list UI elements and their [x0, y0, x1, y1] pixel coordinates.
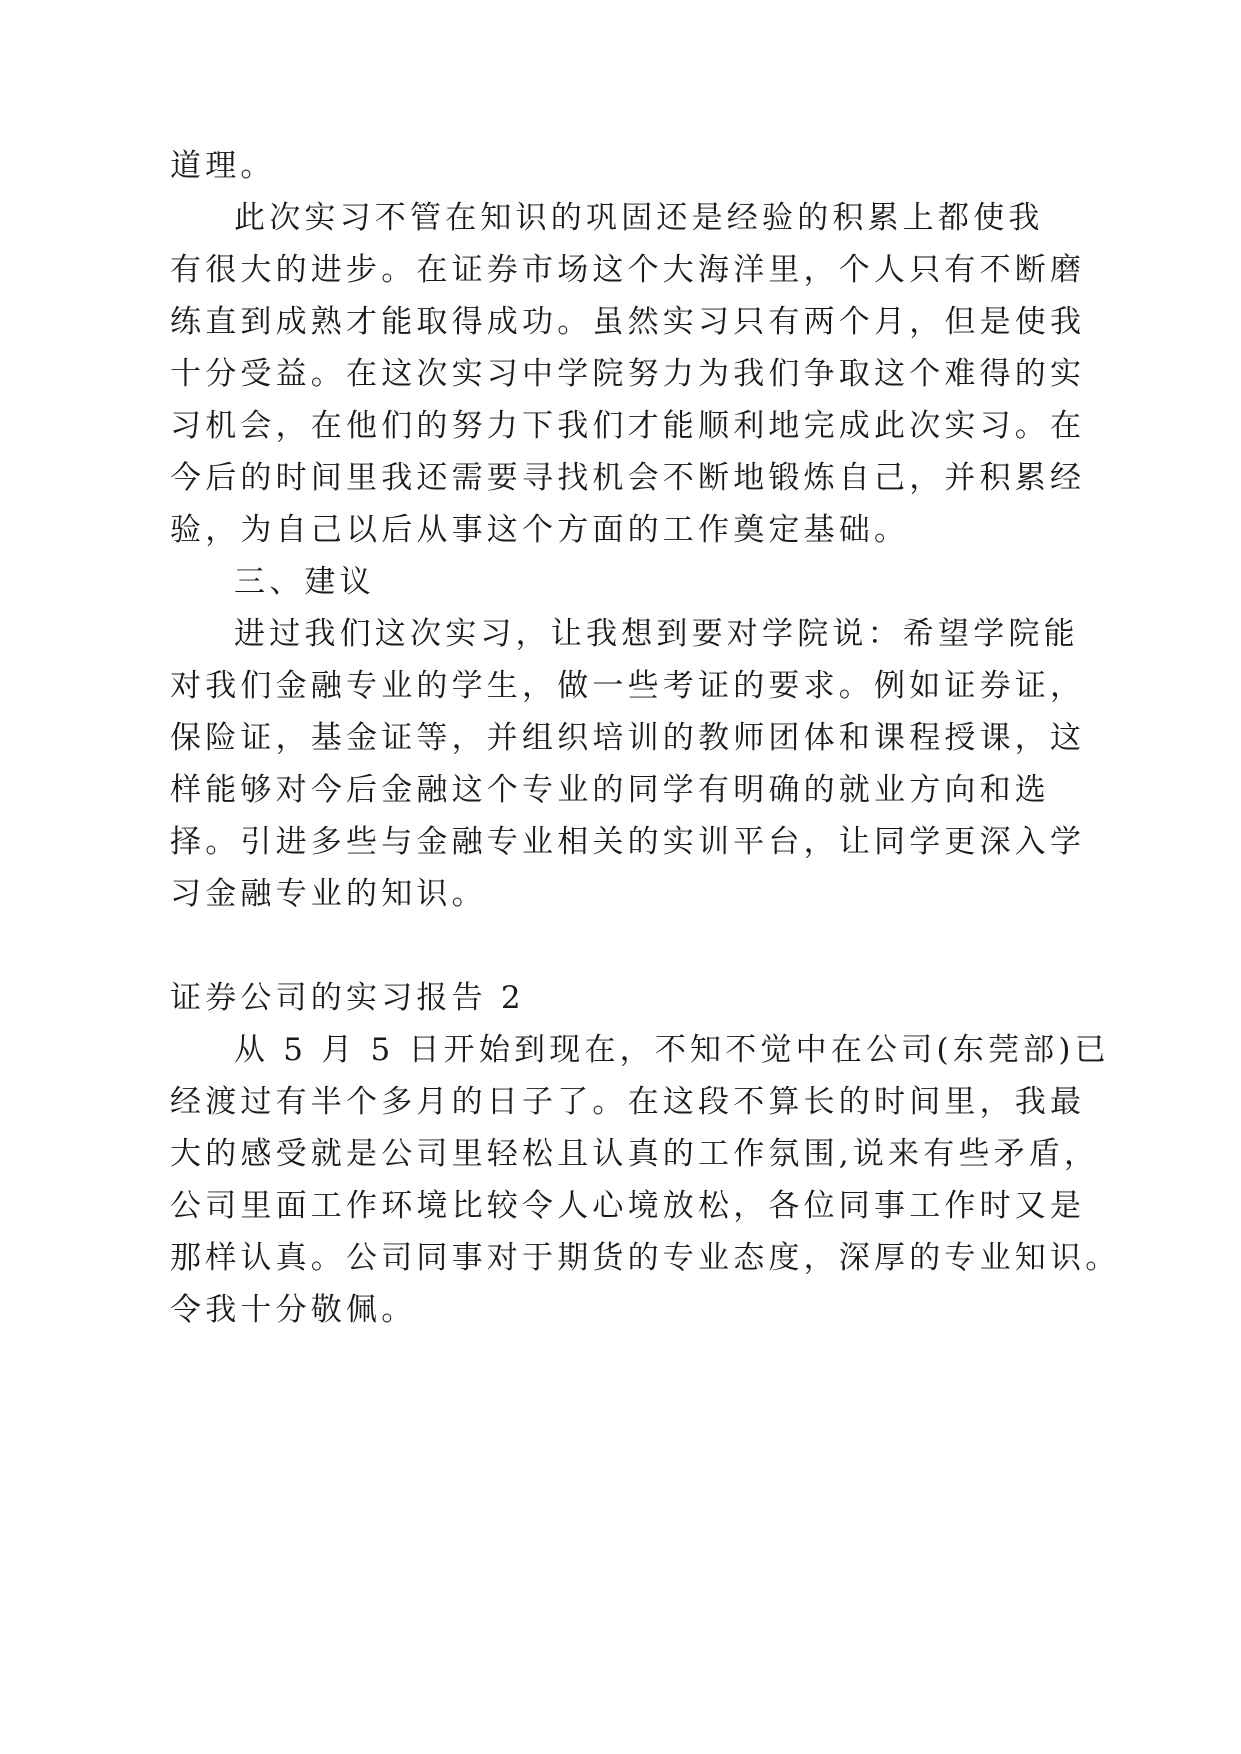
paragraph-line: 验，为自己以后从事这个方面的工作奠定基础。 — [170, 512, 910, 548]
paragraph-line: 大的感受就是公司里轻松且认真的工作氛围,说来有些矛盾， — [170, 1136, 1100, 1172]
section-heading-suggestions: 三、建议 — [234, 564, 375, 600]
paragraph-line: 那样认真。公司同事对于期货的专业态度，深厚的专业知识。 — [170, 1240, 1121, 1276]
paragraph-line: 习金融专业的知识。 — [170, 876, 487, 912]
paragraph-line: 今后的时间里我还需要寻找机会不断地锻炼自己，并积累经 — [170, 460, 1086, 496]
paragraph-line: 十分受益。在这次实习中学院努力为我们争取这个难得的实 — [170, 356, 1086, 392]
paragraph-line: 道理。 — [170, 148, 276, 184]
paragraph-line: 经渡过有半个多月的日子了。在这段不算长的时间里，我最 — [170, 1084, 1086, 1120]
paragraph-line: 公司里面工作环境比较令人心境放松，各位同事工作时又是 — [170, 1188, 1086, 1224]
paragraph-line: 择。引进多些与金融专业相关的实训平台，让同学更深入学 — [170, 824, 1086, 860]
paragraph-line: 样能够对今后金融这个专业的同学有明确的就业方向和选 — [170, 772, 1050, 808]
paragraph-line: 此次实习不管在知识的巩固还是经验的积累上都使我 — [234, 200, 1044, 236]
paragraph-line: 保险证，基金证等，并组织培训的教师团体和课程授课，这 — [170, 720, 1086, 756]
report-title: 证券公司的实习报告 2 — [170, 980, 525, 1016]
paragraph-line: 进过我们这次实习，让我想到要对学院说：希望学院能 — [234, 616, 1079, 652]
paragraph-line: 有很大的进步。在证券市场这个大海洋里，个人只有不断磨 — [170, 252, 1086, 288]
paragraph-line: 令我十分敬佩。 — [170, 1292, 417, 1328]
paragraph-line: 从 5 月 5 日开始到现在，不知不觉中在公司(东莞部)已 — [234, 1032, 1110, 1068]
paragraph-line: 习机会，在他们的努力下我们才能顺利地完成此次实习。在 — [170, 408, 1086, 444]
paragraph-line: 练直到成熟才能取得成功。虽然实习只有两个月，但是使我 — [170, 304, 1086, 340]
paragraph-line: 对我们金融专业的学生，做一些考证的要求。例如证券证， — [170, 668, 1086, 704]
